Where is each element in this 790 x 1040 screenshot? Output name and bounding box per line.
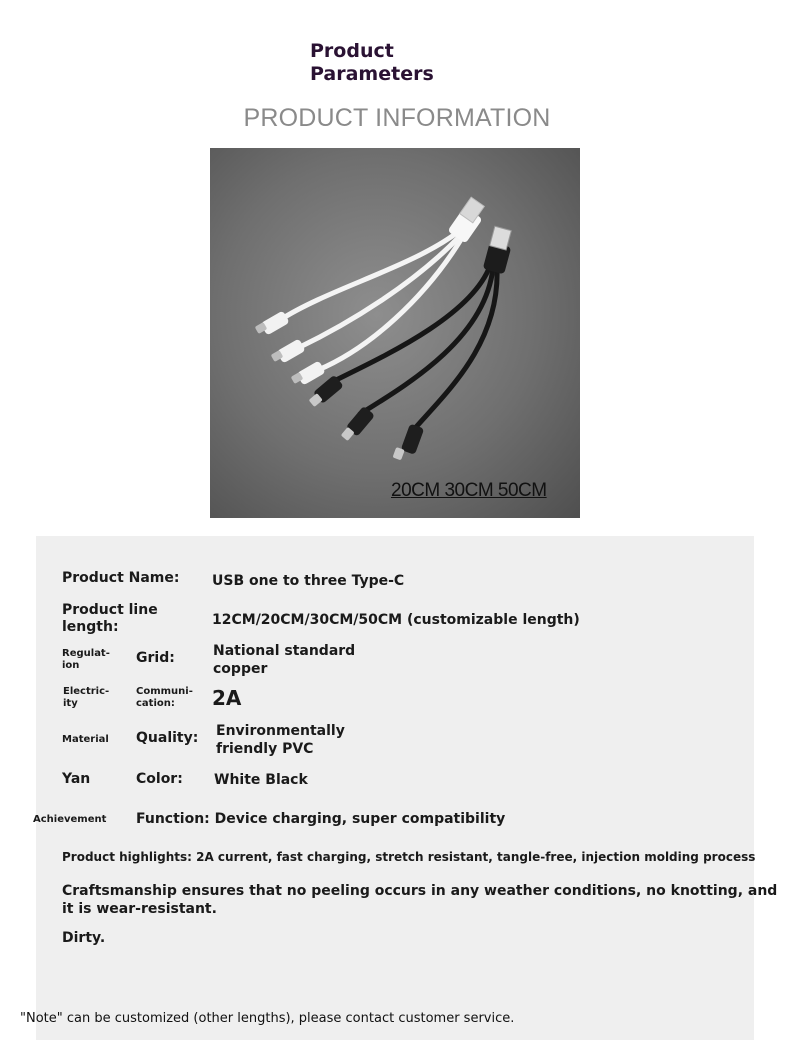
color-label: Color: [136, 771, 183, 787]
current-value: 2A [212, 686, 242, 710]
customization-note: "Note" can be customized (other lengths), please contact customer service. [20, 1011, 515, 1026]
material-label: Material [62, 734, 109, 745]
line-length-label [62, 602, 158, 636]
section-subtitle: PRODUCT INFORMATION [243, 104, 551, 132]
color-value: White Black [214, 772, 308, 788]
dirty-text: Dirty. [62, 930, 106, 946]
product-name-value: USB one to three Type-C [212, 573, 405, 589]
craftsmanship-line-2: it is wear-resistant. [62, 901, 217, 917]
communication-label-2: cation: [136, 698, 175, 709]
function-text: Function: Device charging, super compatibility [136, 811, 506, 827]
electricity-label-2: ity [63, 698, 78, 709]
craftsmanship-line-1: Craftsmanship ensures that no peeling occurs in any weather conditions, no knotting, and [62, 883, 778, 899]
black-usb-plug [483, 226, 512, 274]
grid-label: Grid: [136, 650, 175, 666]
line-length-value: 12CM/20CM/30CM/50CM (customizable length) [212, 612, 580, 628]
line-length-label-1: Product line [62, 602, 158, 618]
product-photo [210, 148, 580, 518]
grid-value [213, 642, 355, 678]
white-typec-heads [260, 310, 326, 385]
quality-value-2: friendly PVC [216, 741, 314, 757]
quality-label: Quality: [136, 730, 199, 746]
highlights-text: Product highlights: 2A current, fast charging, stretch resistant, tangle-free, injection molding process [62, 850, 756, 864]
communication-label [136, 686, 193, 710]
black-typec-heads [313, 375, 425, 455]
achievement-label: Achievement [33, 814, 107, 825]
yan-label: Yan [62, 771, 91, 787]
product-name-label: Product Name: [62, 570, 180, 586]
quality-value [216, 722, 345, 758]
regulation-label [62, 648, 110, 672]
photo-caption: 20CM 30CM 50CM [391, 480, 547, 501]
regulation-label-2: ion [62, 660, 80, 671]
quality-value-1: Environmentally [216, 723, 345, 739]
page-title [310, 40, 510, 86]
spec-panel [20, 536, 778, 1040]
electricity-label-1: Electric- [63, 686, 110, 697]
white-cables [280, 232, 462, 370]
craftsmanship-text [62, 882, 777, 918]
grid-value-1: National standard [213, 643, 356, 659]
page-title-line-2: Parameters [310, 63, 434, 85]
communication-label-1: Communi- [136, 686, 193, 697]
line-length-label-2: length: [62, 619, 119, 635]
grid-value-2: copper [213, 661, 268, 677]
regulation-label-1: Regulat- [62, 648, 110, 659]
page-title-line-1: Product [310, 40, 394, 62]
cable-illustration [210, 148, 580, 518]
electricity-label [63, 686, 109, 710]
